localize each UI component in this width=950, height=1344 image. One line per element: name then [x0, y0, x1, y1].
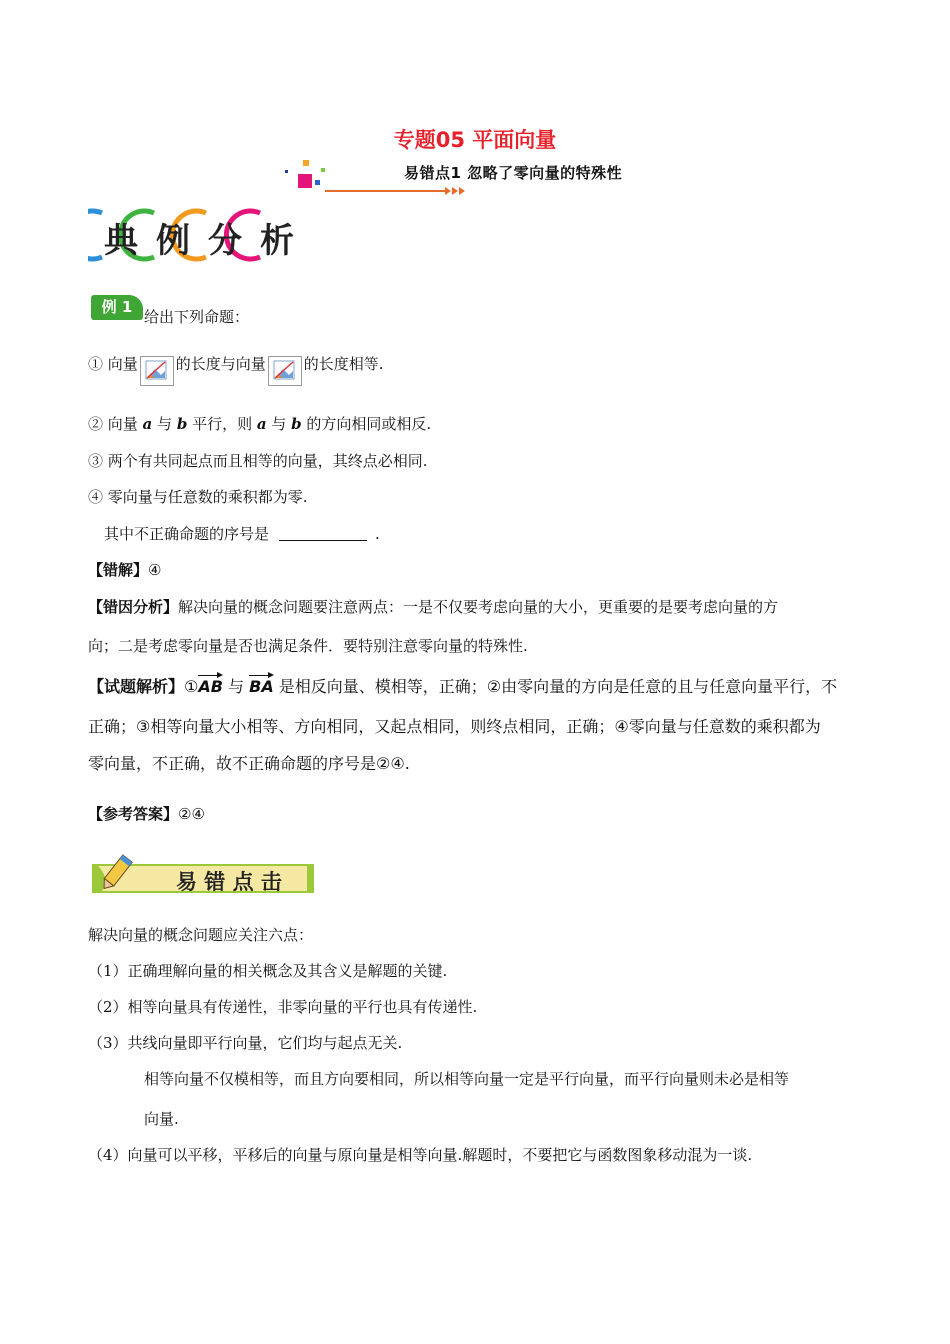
banner-char: 典	[104, 221, 138, 261]
analysis-line-2: 正确；③相等向量大小相等、方向相同，又起点相同，则终点相同，正确；④零向量与任意数的乘积都为	[88, 717, 821, 736]
p1-text-b: 的长度与向量	[175, 355, 266, 373]
tip-1: （1）正确理解向量的相关概念及其含义是解题的关键.	[88, 962, 448, 980]
vector-a: a	[256, 415, 267, 433]
question-text: 其中不正确命题的序号是	[104, 525, 270, 543]
analysis-label: 【试题解析】	[88, 677, 185, 696]
analysis-line-3: 零向量，不正确，故不正确命题的序号是②④.	[88, 754, 410, 773]
analysis-line-1	[88, 677, 837, 697]
p1-text-a: ① 向量	[88, 355, 138, 373]
banner-char: 例	[156, 221, 190, 261]
p2-text: 平行，则	[187, 415, 257, 433]
analysis-text: 与	[222, 677, 250, 696]
tip-4: （4）向量可以平移，平移后的向量与原向量是相等向量.解题时，不要把它与函数图象移动混为一谈.	[88, 1146, 753, 1164]
p2-text: 与	[266, 415, 292, 433]
vector-ba: BA	[249, 677, 274, 696]
section-subtitle: 易错点1 忽略了零向量的特殊性	[404, 164, 623, 182]
proposition-1	[88, 354, 384, 386]
example-badge: 例 1	[91, 295, 143, 320]
vector-b: b	[176, 415, 188, 433]
vector-b: b	[291, 415, 302, 433]
p2-text: 与	[152, 415, 177, 433]
cause-line-2: 向；二是考虑零向量是否也满足条件．要特别注意零向量的特殊性.	[88, 637, 528, 655]
vector-ab: AB	[198, 677, 223, 696]
proposition-3: ③ 两个有共同起点而且相等的向量，其终点必相同.	[88, 452, 428, 470]
question-end: .	[375, 525, 380, 543]
page-title: 专题05 平面向量	[393, 128, 557, 152]
broken-image-icon	[140, 356, 174, 386]
vector-a: a	[142, 415, 153, 433]
tip-3: （3）共线向量即平行向量，它们均与起点无关.	[88, 1034, 403, 1052]
question-line	[104, 524, 380, 544]
answer-value: ②④	[178, 805, 205, 823]
banner-char: 分	[208, 221, 242, 261]
banner-char: 析	[260, 221, 294, 261]
analysis-text: 是相反向量、模相等，正确；②由零向量的方向是任意的且与任意向量平行，不	[273, 677, 838, 696]
tip-banner-text: 易 错 点 击	[176, 869, 282, 894]
p1-text-c: 的长度相等.	[303, 355, 384, 373]
wrong-answer	[88, 560, 161, 580]
section-banner	[88, 205, 298, 265]
tip-3-note-2: 向量.	[144, 1110, 179, 1128]
answer-blank	[279, 526, 367, 541]
cause-line-1	[88, 597, 778, 617]
wrong-label: 【错解】	[88, 561, 149, 579]
tip-3-note-1: 相等向量不仅模相等，而且方向要相同，所以相等向量一定是平行向量，而平行向量则未必是相等	[144, 1070, 790, 1088]
analysis-text: ①	[184, 677, 199, 696]
proposition-4: ④ 零向量与任意数的乘积都为零.	[88, 488, 308, 506]
cause-label: 【错因分析】	[88, 598, 179, 616]
wrong-value: ④	[148, 561, 162, 579]
broken-image-icon	[268, 356, 302, 386]
tips-intro: 解决向量的概念问题应关注六点：	[88, 926, 314, 944]
example-intro: 给出下列命题：	[144, 308, 250, 326]
p2-text: 的方向相同或相反.	[301, 415, 432, 433]
p2-text: ② 向量	[88, 415, 143, 433]
answer-label: 【参考答案】	[88, 805, 179, 823]
tip-banner	[92, 854, 317, 896]
proposition-2	[88, 414, 431, 434]
reference-answer	[88, 804, 205, 824]
cause-text: 解决向量的概念问题要注意两点：一是不仅要考虑向量的大小，更重要的是要考虑向量的方	[178, 598, 779, 616]
tip-2: （2）相等向量具有传递性，非零向量的平行也具有传递性.	[88, 998, 478, 1016]
